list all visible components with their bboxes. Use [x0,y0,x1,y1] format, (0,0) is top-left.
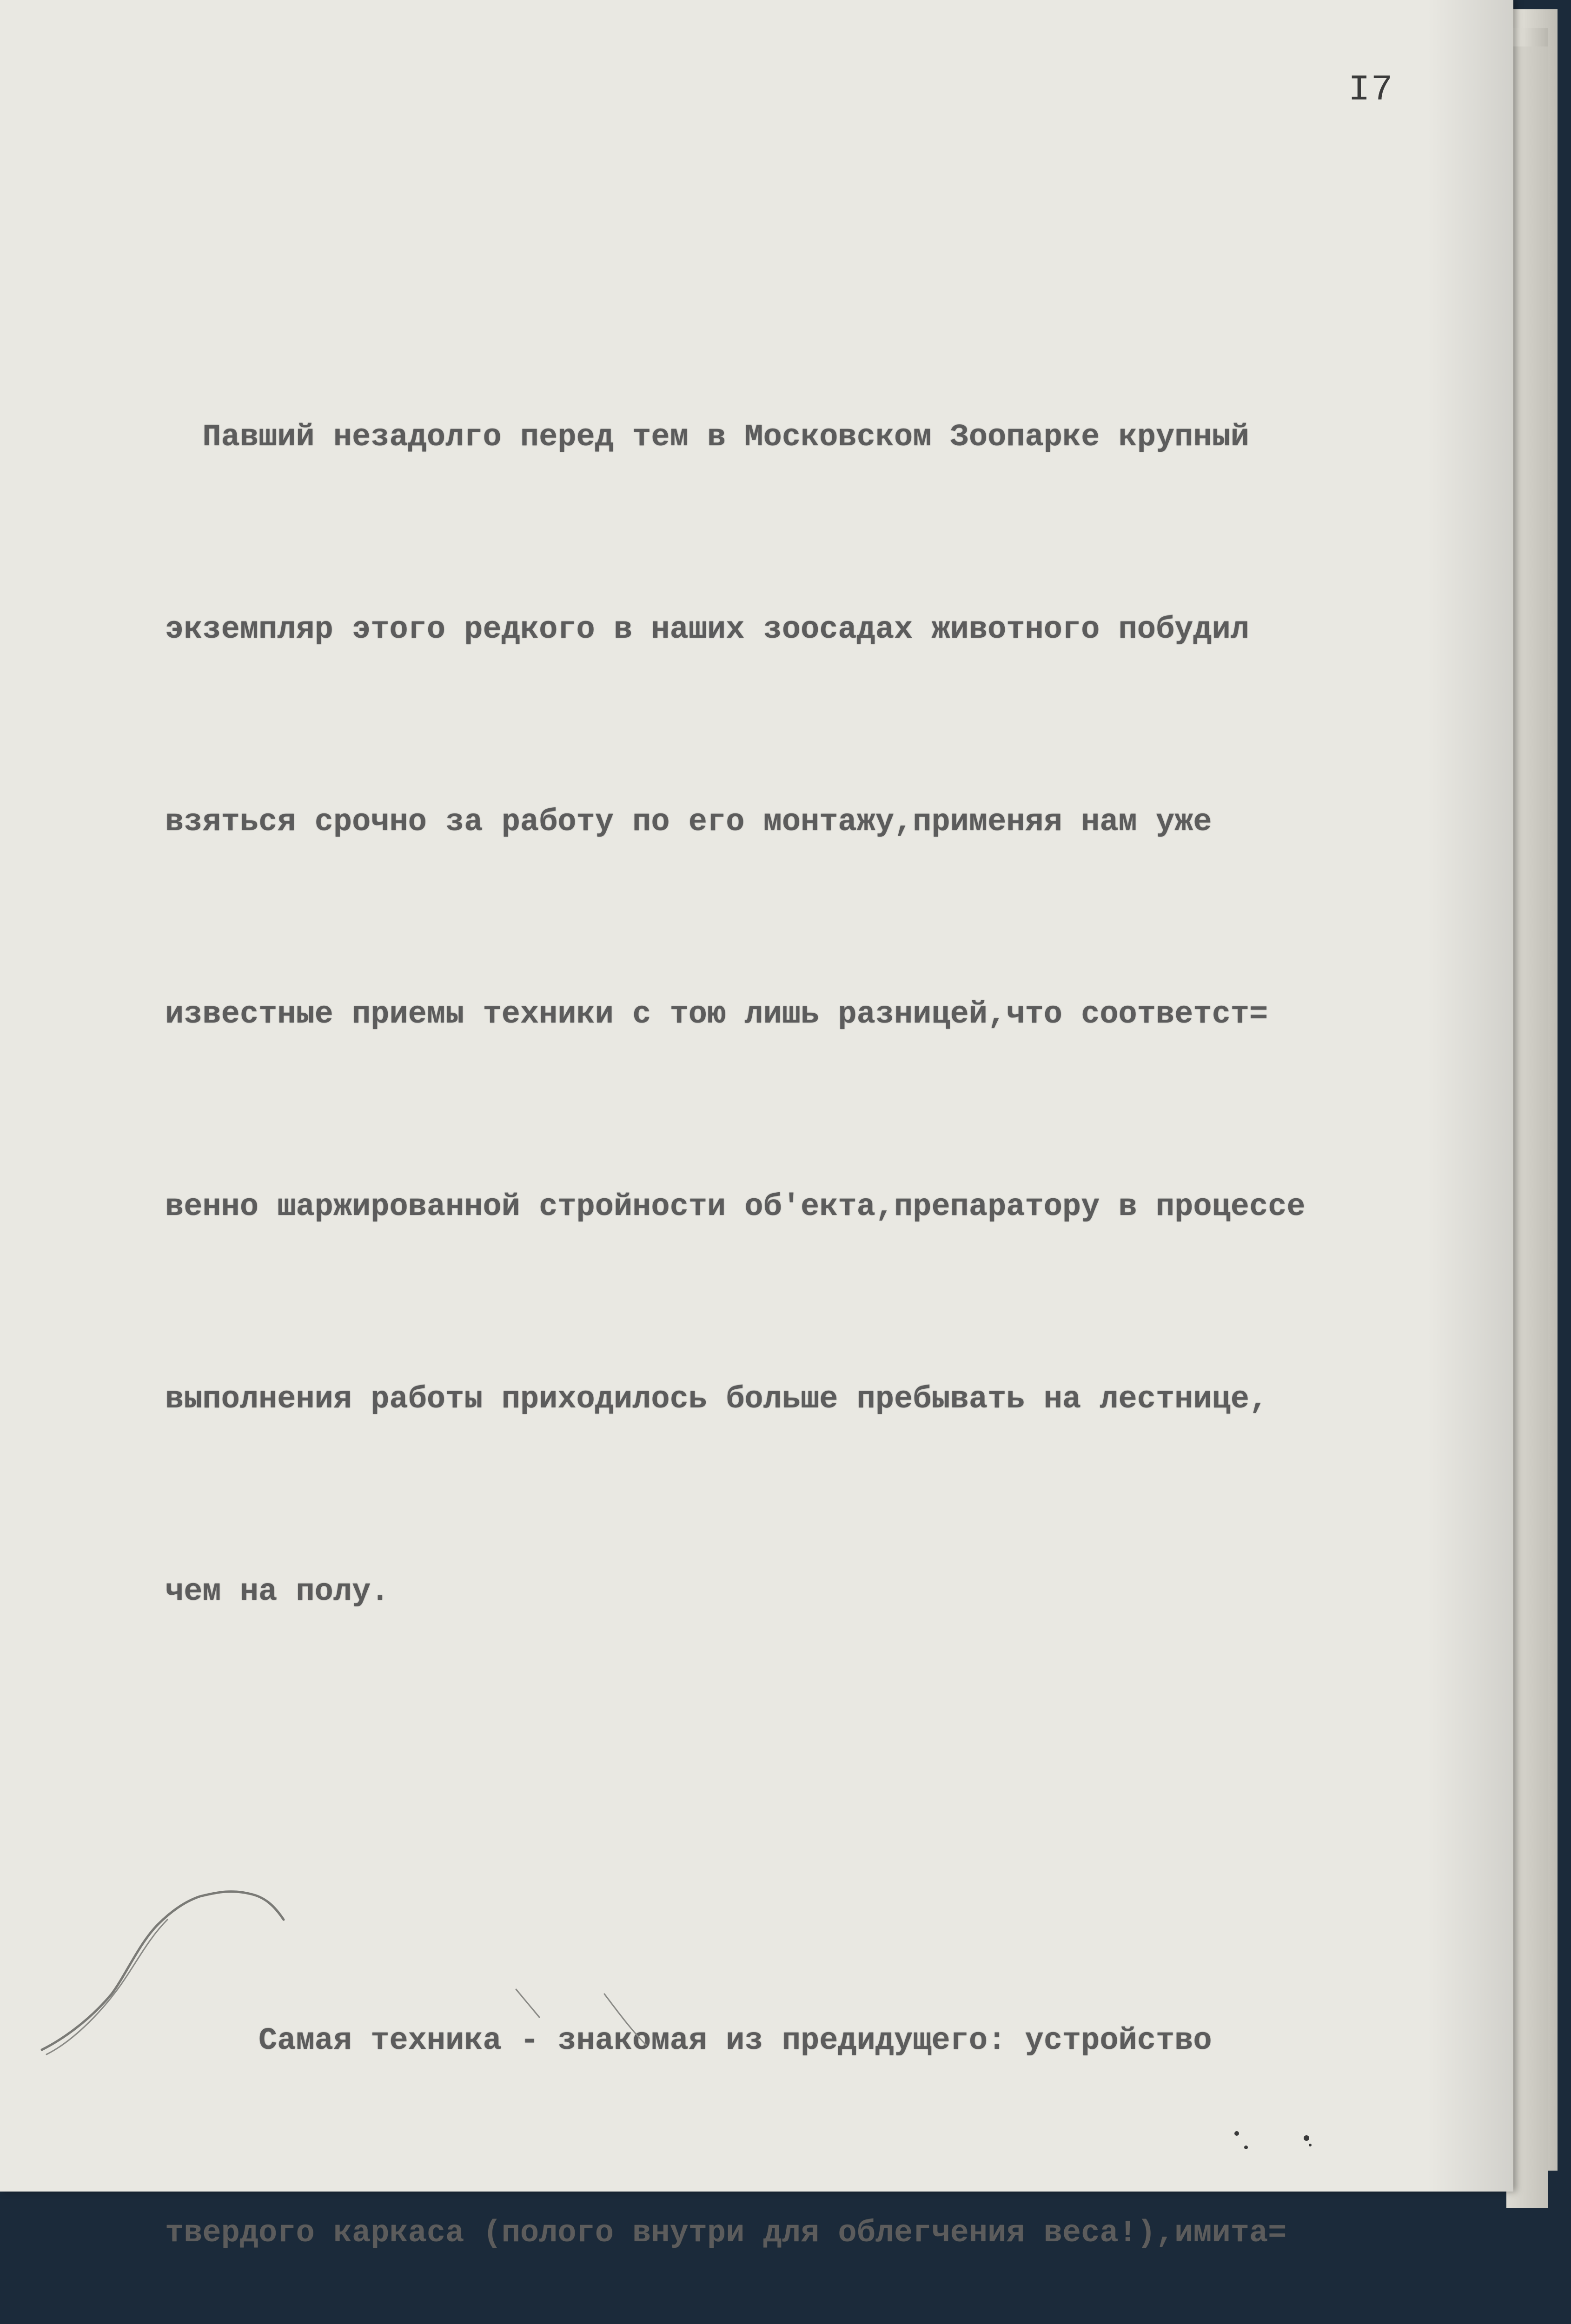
text-line: экземпляр этого редкого в наших зоосадах животного побудил [165,612,1249,647]
ink-specks [1227,2119,1320,2166]
page-shadow [1427,0,1513,2192]
text-line: венно шаржированной стройности об'екта,препаратору в процессе [165,1189,1306,1225]
paragraph [165,277,1420,1752]
text-line: чем на полу. [165,1574,390,1610]
page-number: I7 [1348,70,1394,111]
text-line: твердого каркаса (полого внутри для облегчения веса!),имита= [165,2216,1287,2251]
text-line: Самая техника - знакомая из предидущего: устройство [165,2023,1212,2059]
pencil-scribble [33,1868,544,2064]
text-line: известные приемы техники с тою лишь разницей,что соответст= [165,997,1268,1032]
text-line: Павший незадолго перед тем в Московском Зоопарке крупный [165,420,1249,455]
text-line: выполнения работы приходилось больше пребывать на лестнице, [165,1382,1268,1417]
text-line: взяться срочно за работу по его монтажу,применяя нам уже [165,805,1212,840]
